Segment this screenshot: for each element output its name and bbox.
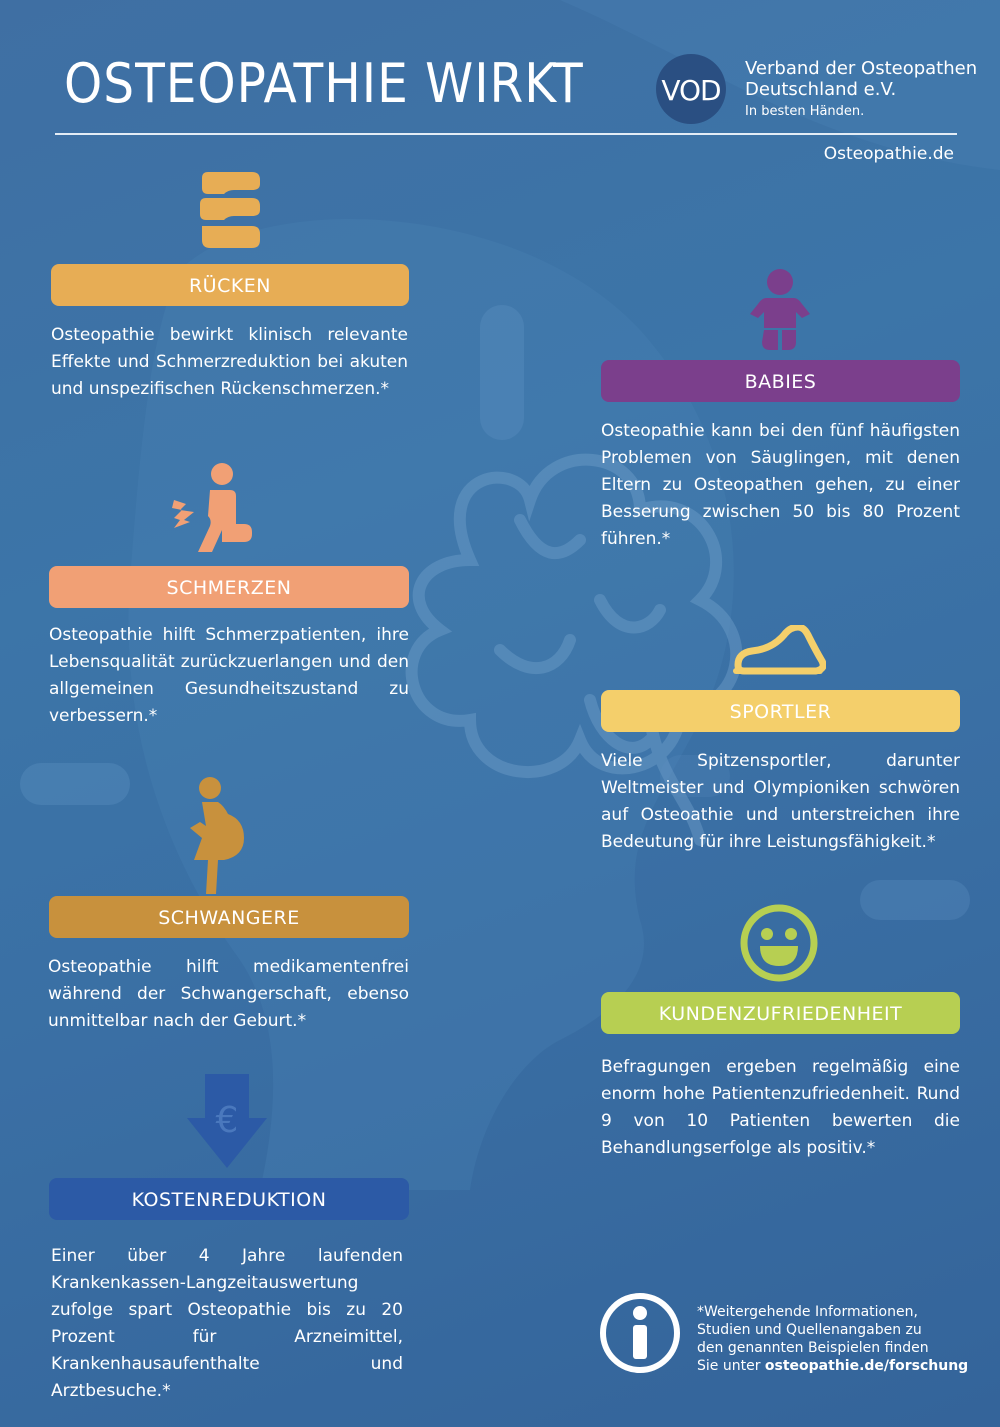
footnote [697, 1303, 968, 1375]
baby-icon [750, 268, 810, 350]
kostenreduktion-header: KOSTENREDUKTION [49, 1178, 409, 1220]
logo-text: VOD [661, 74, 721, 107]
kostenreduktion-text: Einer über 4 Jahre laufenden Krankenkassen-Langzeitauswertung zufolge spart Osteopathie bis zu 20 Prozent für Arzneimittel, Krankenhausaufenthalte und Arztbesuche.* [51, 1246, 403, 1401]
footnote-line-3: den genannten Beispielen finden [697, 1340, 929, 1356]
vod-logo [656, 54, 726, 124]
sportler-text: Viele Spitzensportler, darunter Weltmeister und Olympioniken schwören auf Osteoathie und unterstreichen ihre Bedeutung für ihre Leistungsfähigkeit.* [601, 751, 960, 852]
info-icon [598, 1291, 682, 1375]
smiley-icon [740, 904, 818, 982]
pregnant-woman-icon [180, 776, 246, 894]
organization-name [745, 58, 977, 100]
babies-text: Osteopathie kann bei den fünf häufigsten Problemen von Säuglingen, mit denen Eltern zu Osteopathen gehen, zu einer Besserung zwischen 50 bis 80 Prozent führen.* [601, 421, 960, 549]
babies-header: BABIES [601, 360, 960, 402]
spine-icon [196, 170, 262, 252]
footnote-line-2: Studien und Quellenangaben zu [697, 1322, 922, 1338]
kunden-text: Befragungen ergeben regelmäßig eine enorm hohe Patientenzufriedenheit. Rund 9 von 10 Patienten bewerten die Behandlungserfolge als positiv.* [601, 1057, 960, 1158]
schmerzen-text: Osteopathie hilft Schmerzpatienten, ihre Lebensqualität zurückzuerlangen und den allgemeinen Gesundheitszustand zu verbessern.* [49, 625, 409, 726]
schwangere-text: Osteopathie hilft medikamentenfrei während der Schwangerschaft, ebenso unmittelbar nach der Geburt.* [48, 957, 409, 1031]
sneaker-icon [732, 625, 826, 679]
kunden-header: KUNDENZUFRIEDENHEIT [601, 992, 960, 1034]
research-link[interactable]: osteopathie.de/forschung [764, 1358, 969, 1374]
svg-text:€: € [215, 1100, 239, 1141]
schwangere-header: SCHWANGERE [49, 896, 409, 938]
org-line-2: Deutschland e.V. [745, 79, 897, 100]
schmerzen-header: SCHMERZEN [49, 566, 409, 608]
page-title: OSTEOPATHIE WIRKT [64, 52, 584, 115]
knee-pain-icon [172, 462, 252, 554]
ruecken-text: Osteopathie bewirkt klinisch relevante Effekte und Schmerzreduktion bei akuten und unspezifischen Rückenschmerzen.* [51, 325, 408, 399]
ruecken-header: RÜCKEN [51, 264, 409, 306]
footnote-line-4 [697, 1357, 968, 1375]
sportler-header: SPORTLER [601, 690, 960, 732]
website-link[interactable]: Osteopathie.de [823, 144, 954, 164]
header-divider [55, 133, 957, 135]
tagline: In besten Händen. [745, 104, 865, 119]
footnote-prefix: Sie unter [697, 1358, 765, 1374]
org-line-1: Verband der Osteopathen [745, 58, 978, 79]
euro-down-arrow-icon [187, 1074, 267, 1170]
footnote-line-1: *Weitergehende Informationen, [697, 1304, 918, 1320]
